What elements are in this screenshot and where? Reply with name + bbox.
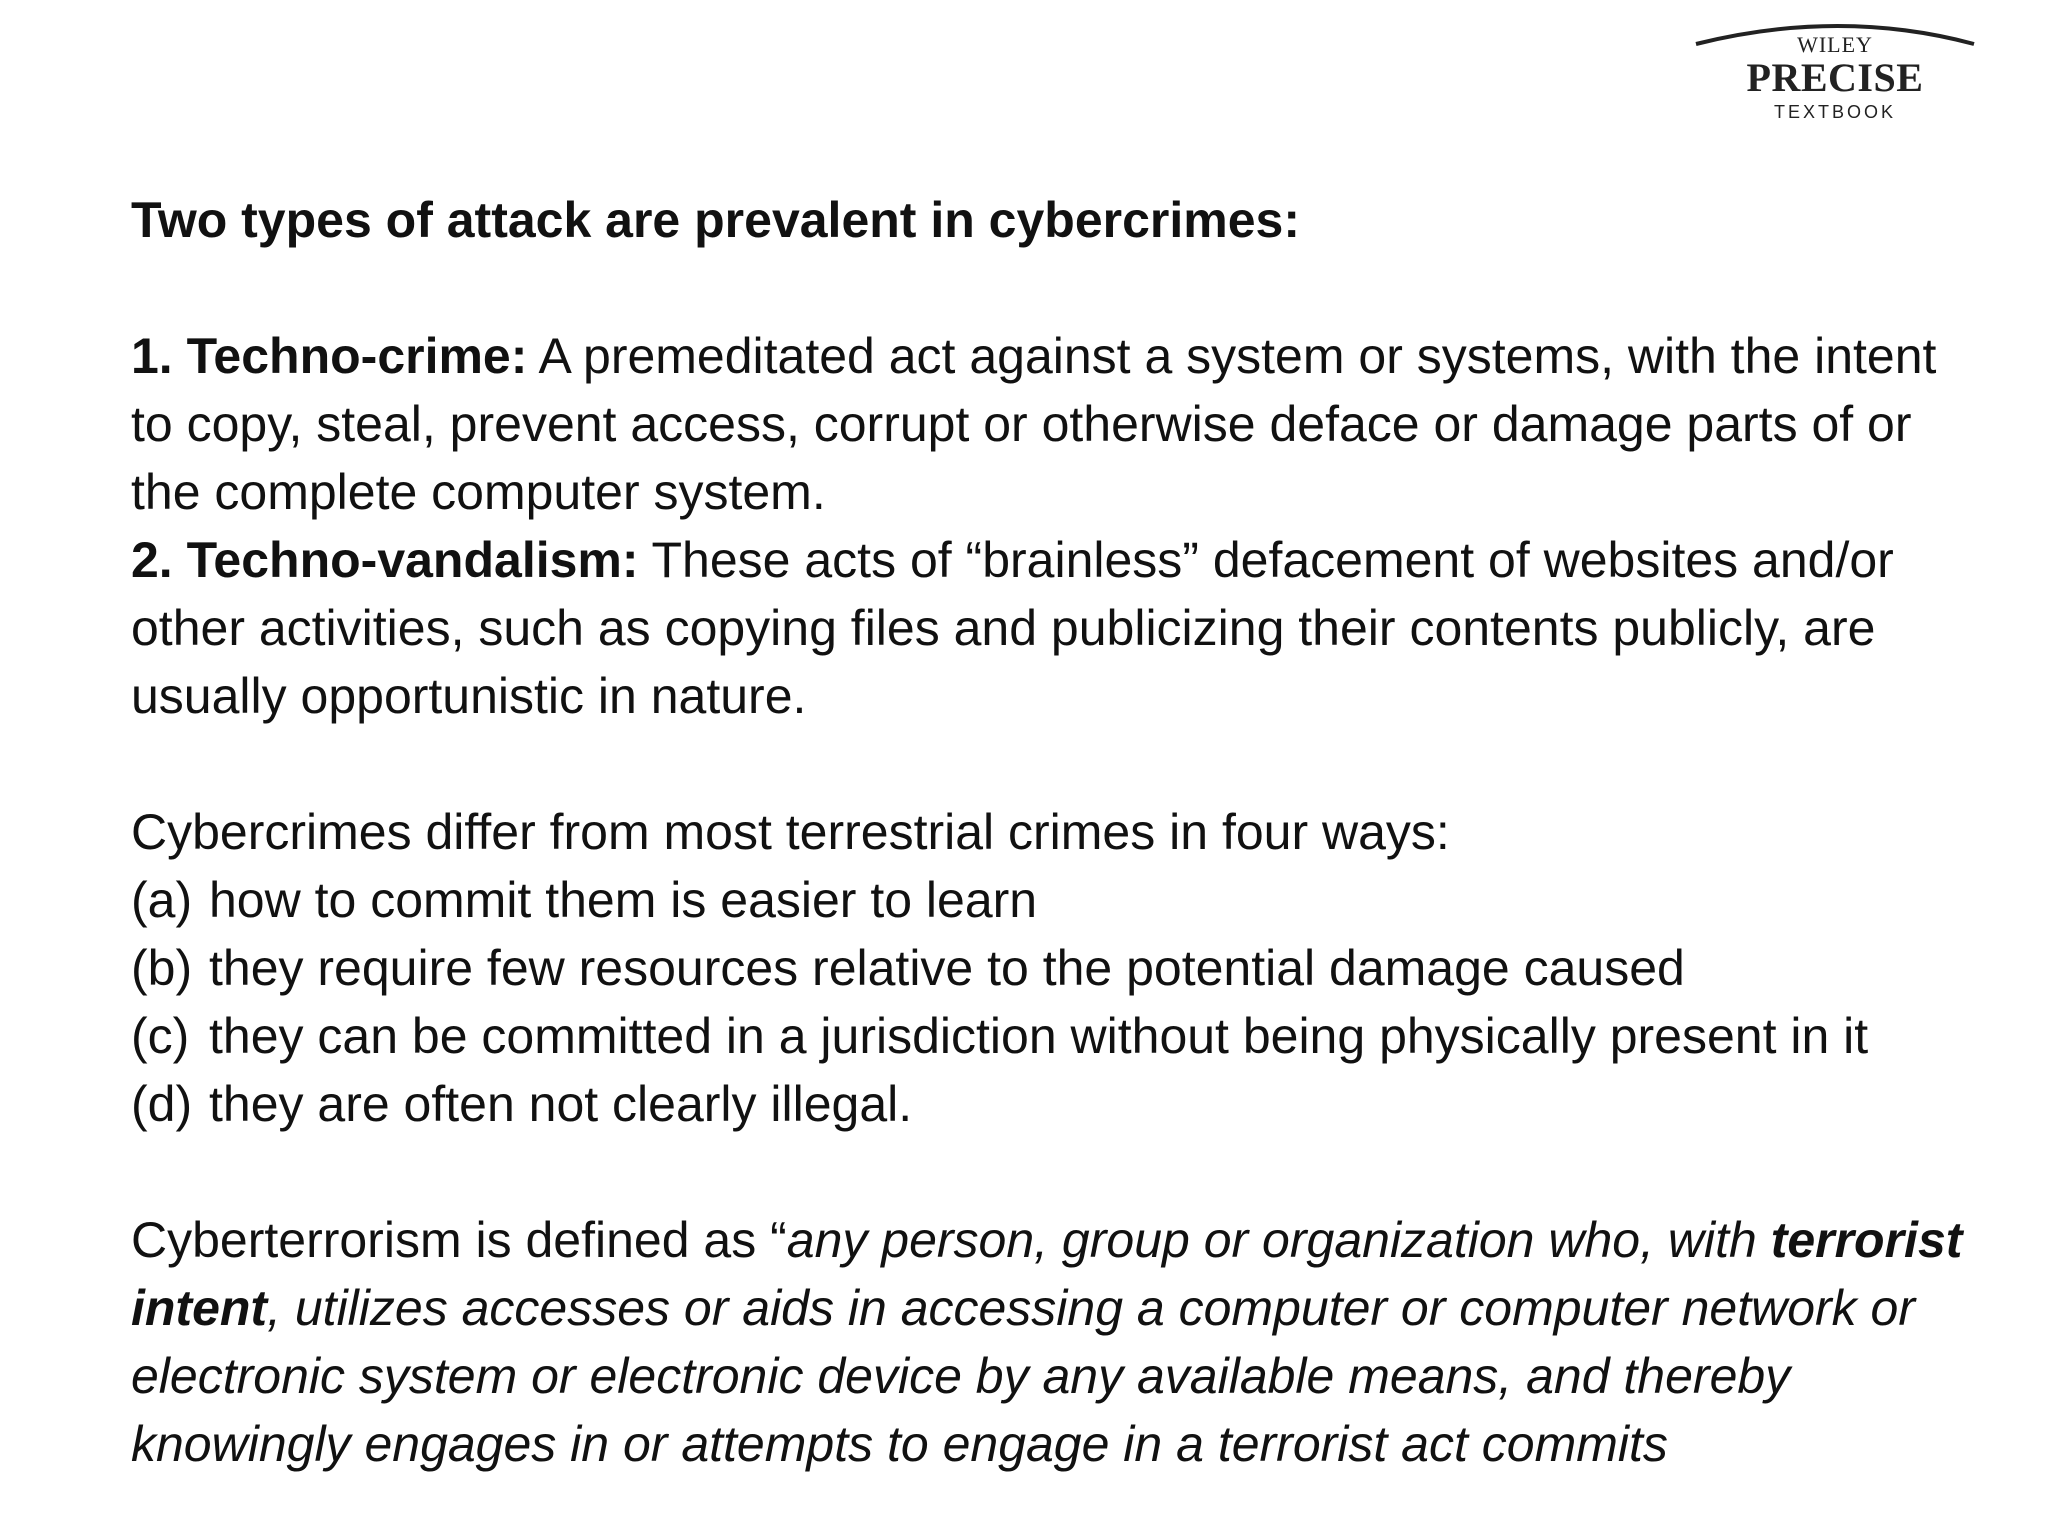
- slide-content: [131, 186, 1991, 1478]
- attack-type-techno-crime: [131, 322, 1991, 526]
- spacer: [131, 1138, 1991, 1206]
- differences-intro: Cybercrimes differ from most terrestrial crimes in four ways:: [131, 804, 1450, 860]
- attack-type-techno-vandalism: [131, 526, 1991, 730]
- definition-lead: Cyberterrorism is defined as “: [131, 1212, 787, 1268]
- attack-type-label: 2. Techno-vandalism:: [131, 532, 639, 588]
- difference-item: [131, 934, 1991, 1002]
- list-marker: (a): [131, 872, 193, 928]
- difference-item: [131, 1002, 1991, 1070]
- cyberterrorism-definition: [131, 1206, 1991, 1478]
- spacer: [131, 254, 1991, 322]
- logo-subtitle: TEXTBOOK: [1773, 102, 1896, 122]
- definition-emphasis: terrorist intent: [131, 1212, 1963, 1336]
- list-text: they can be committed in a jurisdiction without being physically present in it: [209, 1008, 1869, 1064]
- logo-name: PRECISE: [1746, 55, 1924, 100]
- attack-type-text: These acts of “brainless” defacement of websites and/or other activities, such as copying files and publicizing their contents publicly, are usually opportunistic in nature.: [131, 532, 1894, 724]
- list-marker: (c): [131, 1008, 190, 1064]
- spacer: [131, 730, 1991, 798]
- attack-type-label: 1. Techno-crime:: [131, 328, 528, 384]
- difference-item: [131, 1070, 1991, 1138]
- list-text: how to commit them is easier to learn: [209, 872, 1038, 928]
- definition-italic: , utilizes accesses or aids in accessing a computer or computer network or electronic system or electronic device by any available means, and thereby knowingly engages in or attempts to engage in a terrorist act commits: [131, 1280, 1916, 1472]
- attack-type-text: A premeditated act against a system or systems, with the intent to copy, steal, prevent access, corrupt or otherwise deface or damage parts of or the complete computer system.: [131, 328, 1937, 520]
- list-marker: (b): [131, 940, 193, 996]
- logo-brand: WILEY: [1797, 32, 1873, 57]
- list-text: they require few resources relative to the potential damage caused: [209, 940, 1685, 996]
- difference-item: [131, 866, 1991, 934]
- list-marker: (d): [131, 1076, 193, 1132]
- definition-italic: any person, group or organization who, with: [786, 1212, 1771, 1268]
- wiley-precise-logo: [1690, 14, 1980, 124]
- list-text: they are often not clearly illegal.: [209, 1076, 913, 1132]
- heading: Two types of attack are prevalent in cybercrimes:: [131, 192, 1300, 248]
